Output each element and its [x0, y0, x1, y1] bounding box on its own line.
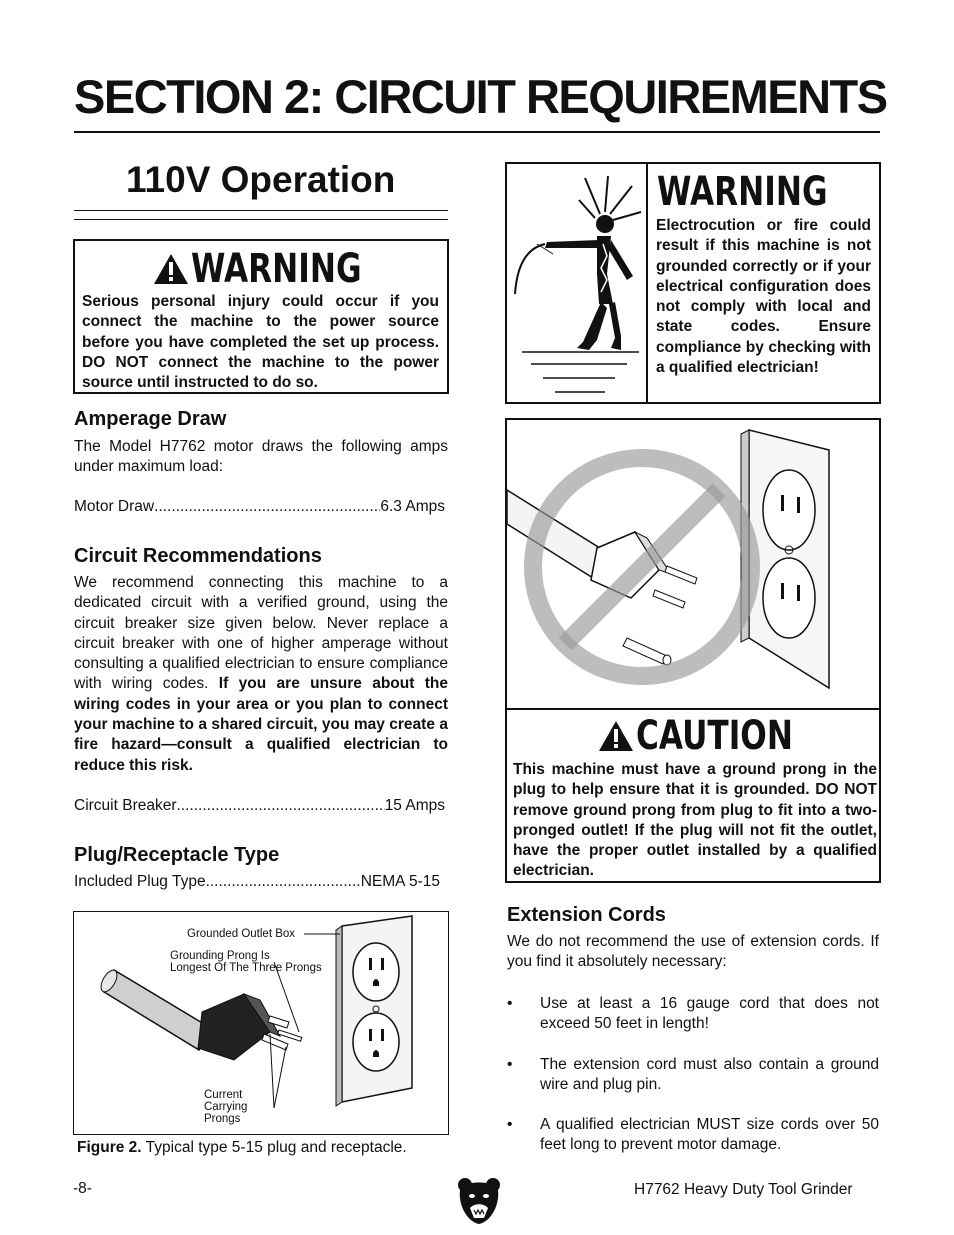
- list-item: [507, 1115, 879, 1156]
- bullet-text: The extension cord must also contain a ground wire and plug pin.: [540, 1055, 879, 1093]
- bullet-marker: •: [507, 1116, 513, 1134]
- label-grounding-prong-1: Grounding Prong Is: [170, 950, 270, 962]
- warning-text: Serious personal injury could occur if you connect the machine to the power source before you have completed the set up process. DO NOT connect the machine to the power source until instructed to do so.: [82, 293, 439, 392]
- warning-triangle-icon: [152, 252, 190, 286]
- plug-heading: Plug/Receptacle Type: [74, 844, 280, 866]
- amperage-heading: Amperage Draw: [74, 408, 227, 430]
- subtitle-double-rule: [74, 210, 448, 220]
- section-title: SECTION 2: CIRCUIT REQUIREMENTS: [74, 70, 887, 123]
- bear-logo-icon: [456, 1176, 502, 1226]
- warning-box-right: [505, 162, 881, 404]
- figure-caption: [77, 1138, 407, 1158]
- footer-product: H7762 Heavy Duty Tool Grinder: [634, 1181, 853, 1198]
- circuit-text-plain: We recommend connecting this machine to a dedicated circuit with a verified ground, using the circuit breaker size given below. Never replace a circuit breaker with one of higher amperage without consulting a qualified electrician to ensure compliance with wiring codes.: [74, 574, 448, 693]
- bullet-marker: •: [507, 995, 513, 1012]
- spec-leader: [177, 796, 385, 816]
- caution-text: This machine must have a ground prong in the plug to help ensure that it is grounded. DO NOT remove ground prong from plug to fit into a two-pronged outlet! If the plug will not fit the outlet, have the proper outlet installed by a qualified electrician.: [513, 761, 877, 880]
- spec-label: Included Plug Type: [74, 873, 206, 890]
- warning-box-left: [73, 239, 449, 394]
- page-number: -8-: [73, 1180, 92, 1197]
- figure-caption-label: Figure 2.: [77, 1139, 142, 1156]
- plug-type-spec: [74, 872, 440, 892]
- figure-plug-receptacle: [73, 911, 449, 1135]
- list-item: [507, 1055, 879, 1096]
- spec-value: 15 Amps: [384, 797, 445, 814]
- label-grounding-prong-2: Longest Of The Three Prongs: [170, 962, 322, 974]
- spec-leader: [206, 872, 361, 892]
- amperage-text: The Model H7762 motor draws the following amps under maximum load:: [74, 438, 448, 476]
- motor-draw-spec: [74, 497, 445, 517]
- spec-label: Motor Draw: [74, 498, 155, 515]
- extension-heading: Extension Cords: [507, 904, 666, 926]
- bullet-text: A qualified electrician MUST size cords over 50 feet long to prevent motor damage.: [540, 1116, 879, 1154]
- spec-value: 6.3 Amps: [380, 498, 445, 515]
- bullet-marker: •: [507, 1055, 513, 1073]
- warning-header: [152, 246, 439, 292]
- electrocution-image: [507, 164, 648, 402]
- warning-word: WARNING: [657, 169, 828, 215]
- caution-box: [505, 418, 881, 883]
- warning-right-content: [656, 168, 873, 378]
- circuit-text-bold: If you are unsure about the wiring codes in your area or you plan to connect your machine to a shared circuit, you may create a fire hazard—consult a qualified electrician to reduce this risk.: [74, 675, 448, 774]
- caution-content: [513, 712, 877, 882]
- label-current-1: Current: [204, 1089, 243, 1101]
- prohibited-plug-illustration: [507, 420, 879, 710]
- caution-triangle-icon: [597, 719, 635, 753]
- circuit-text: [74, 573, 448, 776]
- label-current-3: Prongs: [204, 1113, 241, 1125]
- warning-word: WARNING: [191, 246, 362, 292]
- circuit-breaker-spec: [74, 796, 445, 816]
- bullet-text: Use at least a 16 gauge cord that does not exceed 50 feet in length!: [540, 995, 879, 1033]
- caution-word: CAUTION: [636, 713, 793, 759]
- subtitle-110v: 110V Operation: [126, 159, 396, 200]
- spec-value: NEMA 5-15: [360, 873, 440, 890]
- spec-label: Circuit Breaker: [74, 797, 177, 814]
- extension-text: We do not recommend the use of extension cords. If you find it absolutely necessary:: [507, 933, 879, 971]
- plug-receptacle-illustration: [74, 912, 448, 1134]
- label-grounded-outlet-box: Grounded Outlet Box: [187, 928, 296, 940]
- circuit-heading: Circuit Recommendations: [74, 545, 322, 567]
- no-two-prong-image: [507, 420, 879, 710]
- label-current-2: Carrying: [204, 1101, 248, 1113]
- electrocution-icon: [507, 164, 646, 402]
- warning-text: Electrocution or fire could result if this machine is not grounded correctly or if your electrical configuration does not comply with local and state codes. Ensure compliance by checking with a qualified electrician!: [656, 217, 871, 377]
- section-rule: [74, 131, 880, 133]
- caution-header: [597, 712, 877, 760]
- figure-caption-text: Typical type 5-15 plug and receptacle.: [145, 1139, 407, 1156]
- warning-header: [656, 168, 873, 216]
- spec-leader: [154, 497, 380, 517]
- list-item: [507, 994, 879, 1035]
- extension-bullets: [507, 994, 879, 1156]
